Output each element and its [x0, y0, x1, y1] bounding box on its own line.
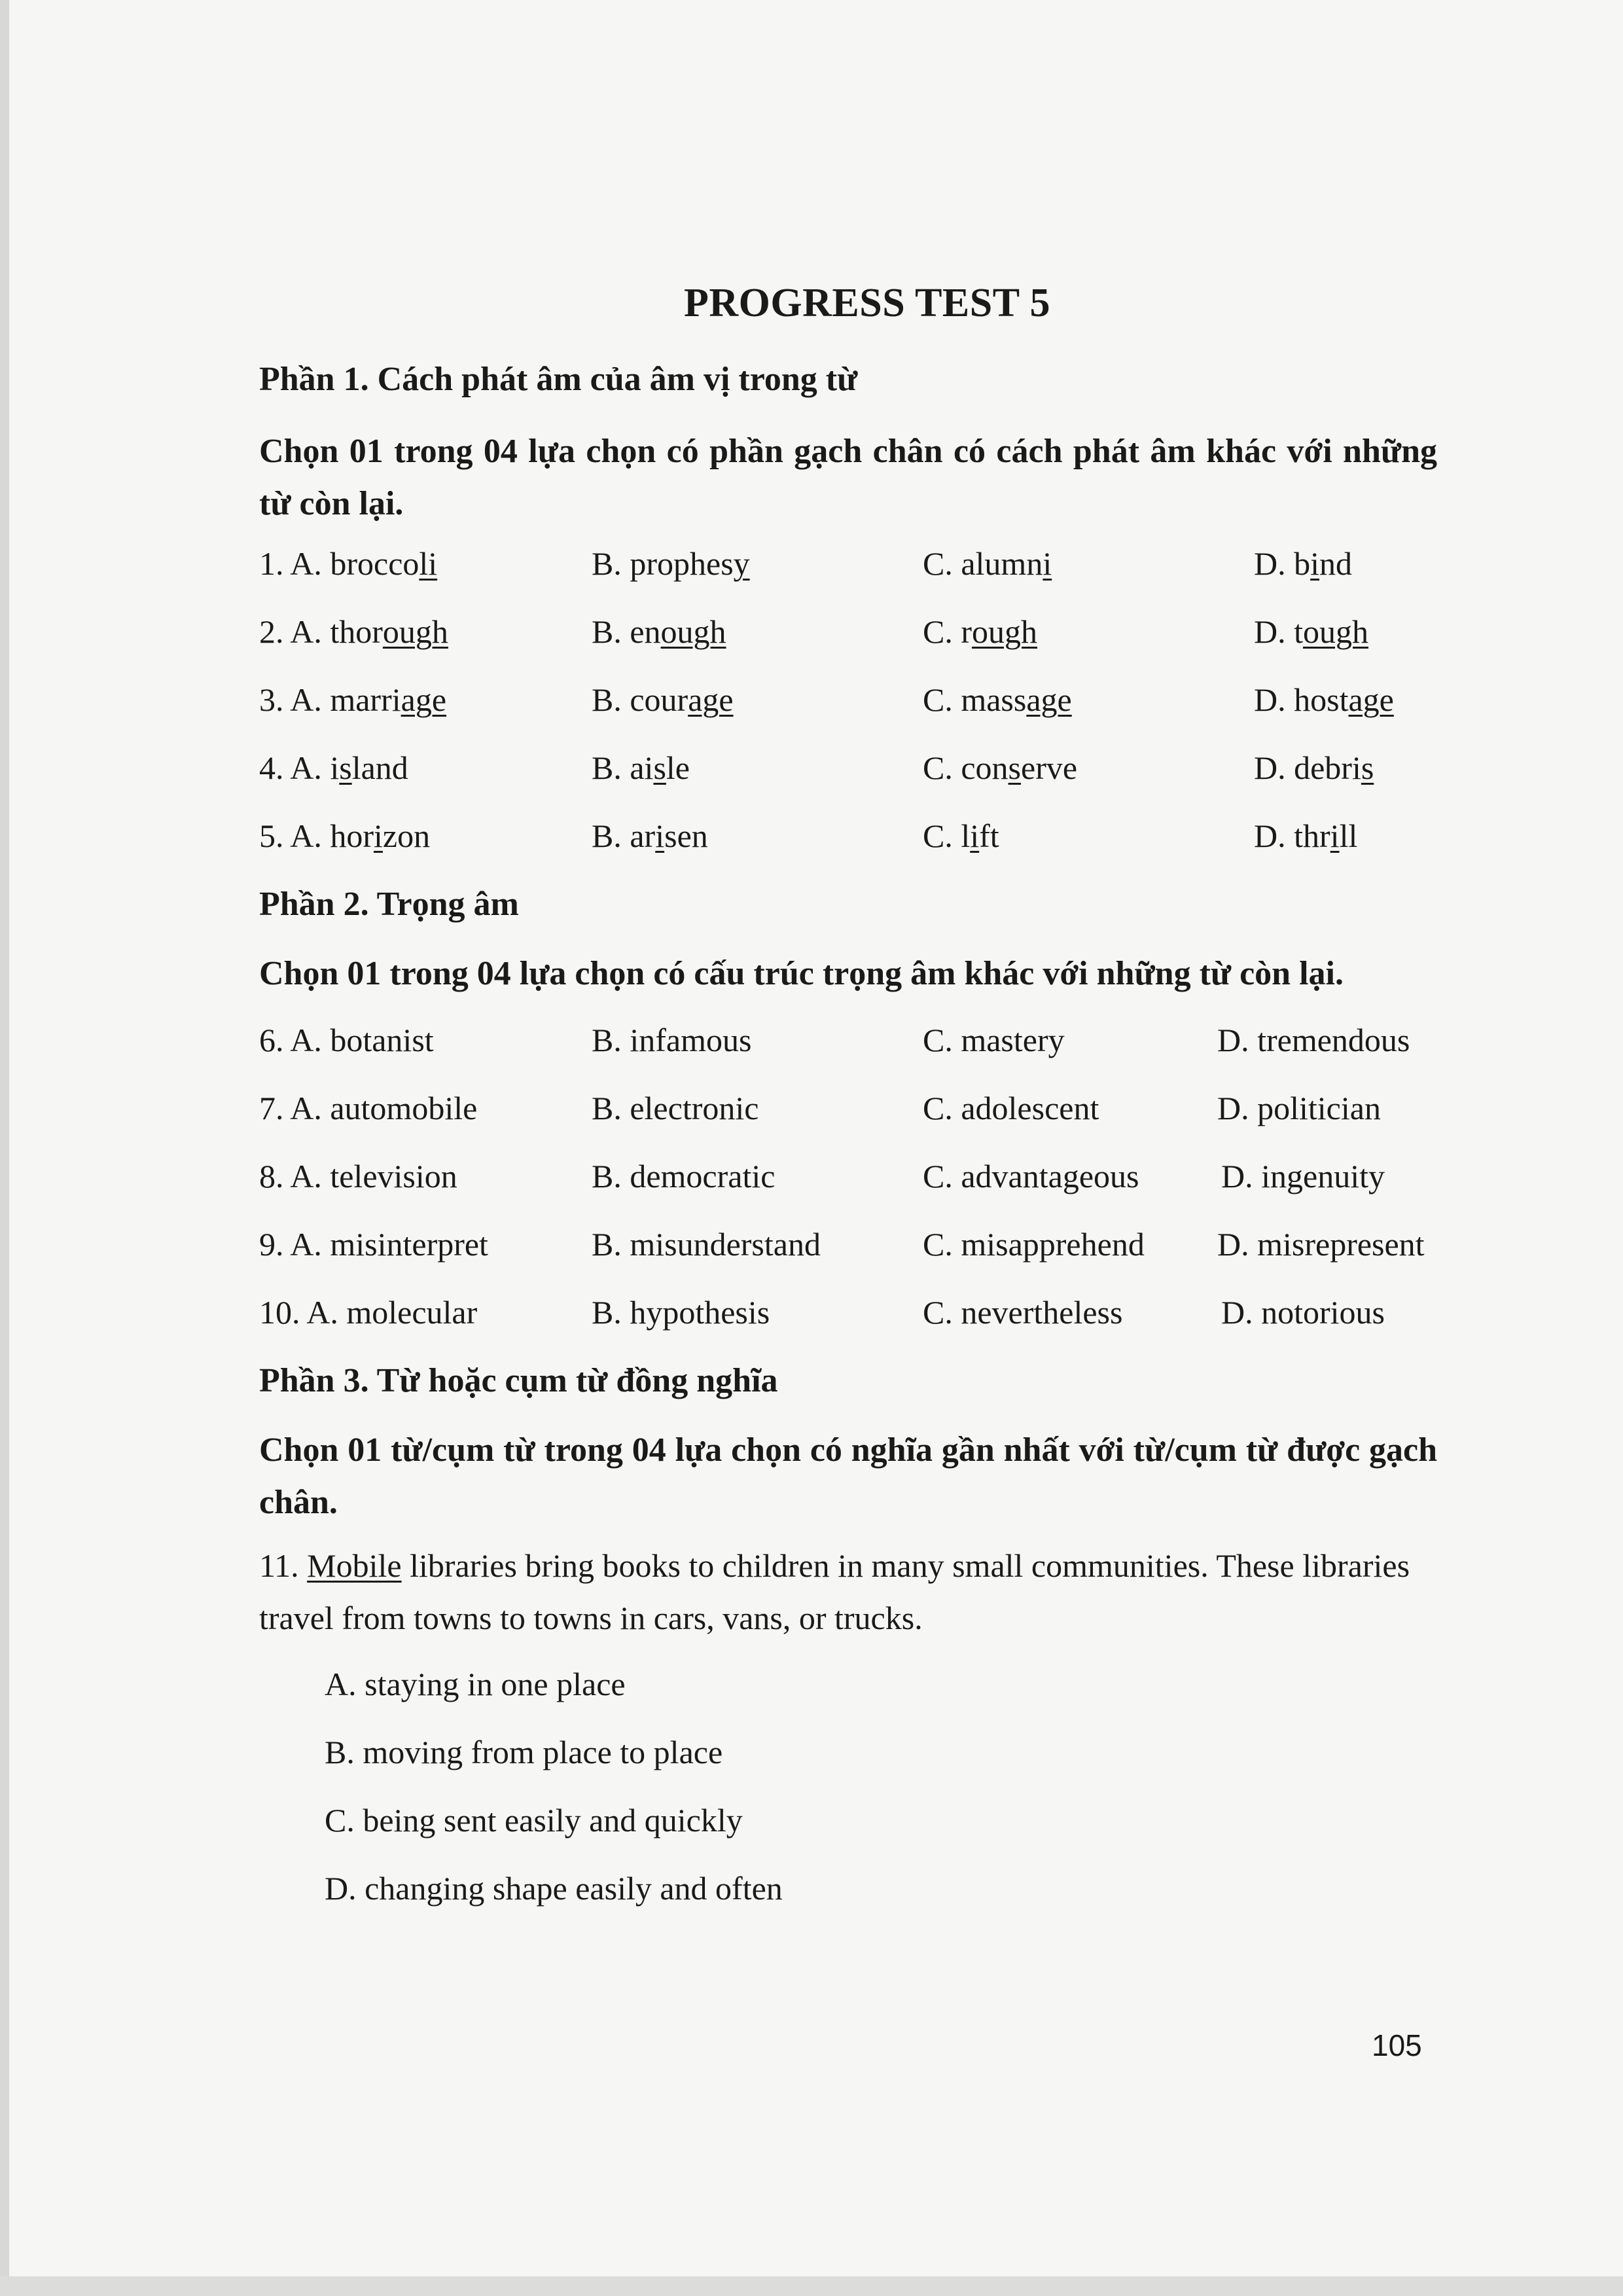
- q9-option-b: B. misunderstand: [592, 1226, 821, 1263]
- page-number: 105: [1372, 2028, 1422, 2062]
- q6-option-d: D. tremendous: [1217, 1022, 1410, 1058]
- q6-option-a: 6. A. botanist: [259, 1022, 434, 1058]
- part2-instruction: Chọn 01 trong 04 lựa chọn có cấu trúc trọng âm khác với những từ còn lại.: [259, 955, 1344, 992]
- q2-option-b: B. enough: [592, 613, 726, 650]
- q1-option-a: 1. A. broccoli: [259, 545, 438, 582]
- part3-heading: Phần 3. Từ hoặc cụm từ đồng nghĩa: [259, 1362, 778, 1399]
- q10-option-c: C. nevertheless: [923, 1294, 1123, 1331]
- part1-instruction: Chọn 01 trong 04 lựa chọn có phần gạch chân có cách phát âm khác với những từ còn lại.: [259, 433, 1437, 522]
- q9-option-c: C. misapprehend: [923, 1226, 1145, 1263]
- part2-heading: Phần 2. Trọng âm: [259, 886, 519, 923]
- q11-option-b: B. moving from place to place: [325, 1734, 723, 1770]
- q3-option-b: B. courage: [592, 681, 734, 718]
- q11-option-d: D. changing shape easily and often: [325, 1870, 783, 1907]
- q5-option-a: 5. A. horizon: [259, 817, 431, 854]
- q3-option-d: D. hostage: [1254, 681, 1394, 718]
- question-2: [259, 613, 1470, 658]
- q3-option-a: 3. A. marriage: [259, 681, 447, 718]
- q6-option-c: C. mastery: [923, 1022, 1065, 1058]
- question-5: [259, 817, 1470, 863]
- q5-option-c: C. lift: [923, 817, 999, 854]
- part3-instruction: Chọn 01 từ/cụm từ trong 04 lựa chọn có nghĩa gần nhất với từ/cụm từ được gạch chân.: [259, 1431, 1437, 1521]
- underlined-word: Mobile: [307, 1547, 402, 1584]
- scan-bottom-edge: [0, 2276, 1623, 2296]
- part1-heading: Phần 1. Cách phát âm của âm vị trong từ: [259, 361, 858, 398]
- question-10: [259, 1293, 1470, 1339]
- question-4: [259, 749, 1470, 795]
- question-11-stem: 11. Mobile libraries bring books to children in many small communities. These libraries travel from towns to towns in cars, vans, or trucks.: [259, 1547, 1410, 1636]
- q7-option-d: D. politician: [1217, 1090, 1381, 1126]
- q8-option-c: C. advantageous: [923, 1158, 1139, 1194]
- q1-option-c: C. alumni: [923, 545, 1052, 582]
- page-title: PROGRESS TEST 5: [684, 281, 1050, 325]
- q10-option-a: 10. A. molecular: [259, 1294, 478, 1331]
- q4-option-a: 4. A. island: [259, 749, 408, 786]
- q4-option-d: D. debris: [1254, 749, 1374, 786]
- q11-option-a: A. staying in one place: [325, 1666, 626, 1702]
- q2-option-d: D. tough: [1254, 613, 1368, 650]
- question-8: [259, 1157, 1470, 1203]
- question-6: [259, 1021, 1470, 1067]
- q4-option-b: B. aisle: [592, 749, 690, 786]
- q3-option-c: C. massage: [923, 681, 1072, 718]
- q11-option-c: C. being sent easily and quickly: [325, 1802, 743, 1839]
- scan-left-edge: [0, 0, 9, 2296]
- q1-option-d: D. bind: [1254, 545, 1353, 582]
- q8-option-d: D. ingenuity: [1221, 1158, 1385, 1194]
- q8-option-a: 8. A. television: [259, 1158, 457, 1194]
- q5-option-d: D. thrill: [1254, 817, 1358, 854]
- q9-option-d: D. misrepresent: [1217, 1226, 1425, 1263]
- q5-option-b: B. arisen: [592, 817, 708, 854]
- q4-option-c: C. conserve: [923, 749, 1078, 786]
- q7-option-b: B. electronic: [592, 1090, 759, 1126]
- question-7: [259, 1089, 1470, 1135]
- q10-option-b: B. hypothesis: [592, 1294, 770, 1331]
- q8-option-b: B. democratic: [592, 1158, 776, 1194]
- q2-option-a: 2. A. thorough: [259, 613, 448, 650]
- q6-option-b: B. infamous: [592, 1022, 752, 1058]
- q7-option-a: 7. A. automobile: [259, 1090, 478, 1126]
- q2-option-c: C. rough: [923, 613, 1037, 650]
- question-3: [259, 681, 1470, 726]
- question-1: [259, 545, 1470, 590]
- q1-option-b: B. prophesy: [592, 545, 750, 582]
- question-9: [259, 1225, 1470, 1271]
- q10-option-d: D. notorious: [1221, 1294, 1385, 1331]
- q9-option-a: 9. A. misinterpret: [259, 1226, 488, 1263]
- q7-option-c: C. adolescent: [923, 1090, 1099, 1126]
